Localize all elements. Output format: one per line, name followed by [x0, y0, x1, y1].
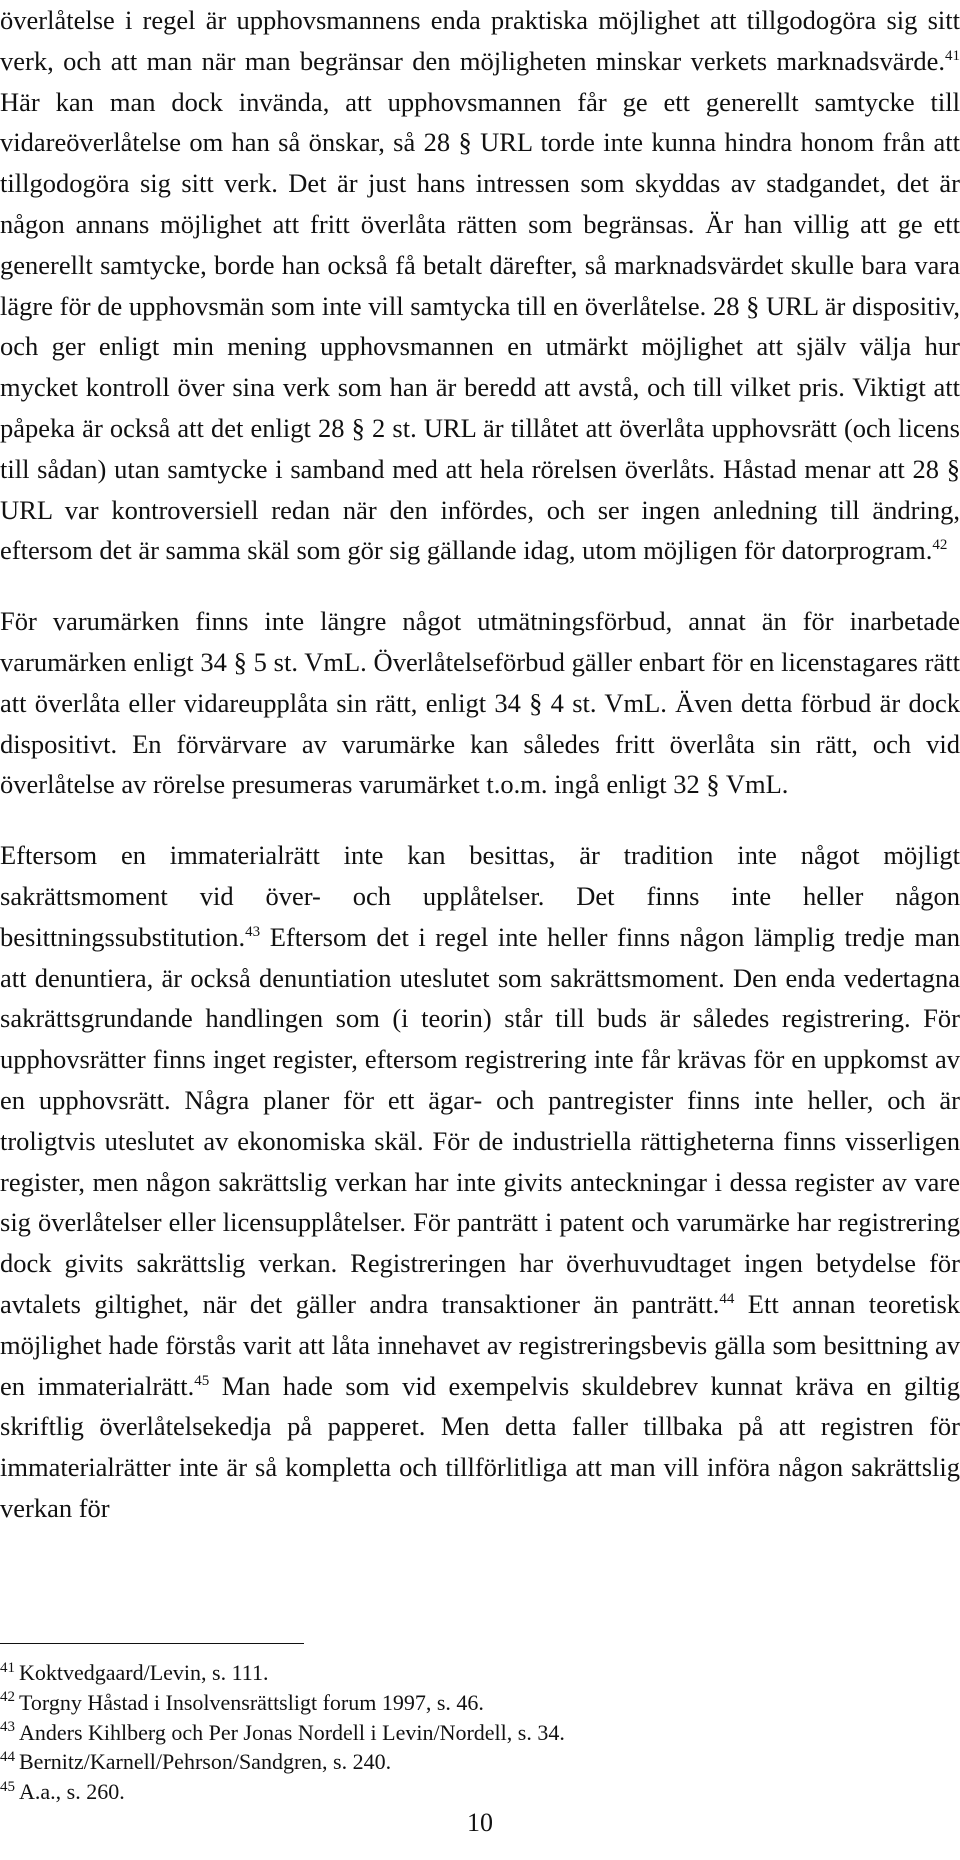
footnote-41: [0, 1658, 960, 1688]
footnote-number: 45: [0, 1778, 15, 1795]
footnote-text: A.a., s. 260.: [19, 1779, 125, 1805]
paragraph-3: [0, 835, 960, 1529]
footnote-44: [0, 1747, 960, 1777]
text-run: överlåtelse i regel är upphovsmannens enda praktiska möjlighet att tillgodogöra sig sitt verk, och att man när man begränsar den möjligheten minskar verkets marknadsvärde.: [0, 5, 960, 76]
text-run: Eftersom en immaterialrätt inte kan besittas, är tradition inte något möjligt sakrättsmoment vid över- och upplåtelser. Det finns inte heller någon besittningssubstitution.: [0, 840, 960, 952]
footnote-number: 41: [0, 1659, 15, 1676]
footnote-number: 44: [0, 1749, 15, 1766]
footnote-42: [0, 1688, 960, 1718]
footnote-reference: 41: [945, 47, 960, 64]
paragraph-1: [0, 0, 960, 571]
footnote-45: [0, 1777, 960, 1807]
footnote-text: Torgny Håstad i Insolvensrättsligt forum 1997, s. 46.: [19, 1689, 484, 1715]
text-run: Man hade som vid exempelvis skuldebrev kunnat kräva en giltig skriftlig överlåtelsekedja på papperet. Men detta faller tillbaka på att registren för immaterialrätter inte är så kompletta och tillförlitliga att man vill införa någon sakrättslig verkan för: [0, 1370, 960, 1523]
text-run: Ett annan teoretisk möjlighet hade förstås varit att låta innehavet av registreringsbevis gälla som besittning av en immaterialrätt.: [0, 1288, 960, 1401]
footnote-reference: 44: [719, 1291, 735, 1308]
footnote-number: 42: [0, 1689, 15, 1706]
text-run: För varumärken finns inte längre något utmätningsförbud, annat än för inarbetade varumärken enligt 34 § 5 st. VmL. Överlåtelseförbud gäller enbart för en licenstagares rätt att överlåta eller vidareupplåta sin rätt, enligt 34 § 4 st. VmL. Även detta förbud är dock dispositivt. En förvärvare av varumärke kan således fritt överlåta sin rätt, och vid överlåtelse av rörelse presumeras varumärket t.o.m. ingå enligt 32 § VmL.: [0, 606, 960, 800]
footnote-reference: 42: [932, 537, 948, 554]
paragraph-2: [0, 601, 960, 805]
footnote-number: 43: [0, 1719, 15, 1736]
text-run: Här kan man dock invända, att upphovsmannen får ge ett generellt samtycke till vidareöverlåtelse om han så önskar, så 28 § URL torde inte kunna hindra honom från att tillgodogöra sig sitt verk. Det är just hans intressen som skyddas av stadgandet, det är någon annans möjlighet att fritt överlåta rätten som begränsas. Är han villig att ge ett generellt samtycke, borde han också få betalt därefter, så marknadsvärdet skulle bara vara lägre för de upphovsmän som inte vill samtycka till en överlåtelse. 28 § URL är dispositiv, och ger enligt min mening upphovsmannen en utmärkt möjlighet att själv välja hur mycket kontroll över sina verk som han är beredd att avstå, och till vilket pris. Viktigt att påpeka är också att det enligt 28 § 2 st. URL är tillåtet att överlåta upphovsrätt (och licens till sådan) utan samtycke i samband med att hela rörelsen överlåts. Håstad menar att 28 § URL var kontroversiell redan när den infördes, och ser ingen anledning till ändring, eftersom det är samma skäl som gör sig gällande idag, utom möjligen för datorprogram.: [0, 86, 960, 566]
footnote-text: Bernitz/Karnell/Pehrson/Sandgren, s. 240.: [19, 1749, 392, 1775]
footnote-43: [0, 1718, 960, 1748]
footnote-text: Koktvedgaard/Levin, s. 111.: [19, 1660, 269, 1685]
page-number: 10: [467, 1808, 493, 1837]
footnotes: [0, 1658, 960, 1807]
footnote-separator: [0, 1643, 304, 1644]
footnote-reference: 45: [194, 1372, 210, 1389]
footnote-text: Anders Kihlberg och Per Jonas Nordell i Levin/Nordell, s. 34.: [19, 1719, 565, 1745]
text-run: Eftersom det i regel inte heller finns någon lämplig tredje man att denuntiera, är också denuntiation uteslutet som sakrättsmoment. Den enda vedertagna sakrättsgrundande handlingen som (i teorin) står till buds är således registrering. För upphovsrätter finns inget register, eftersom registrering inte får krävas för en uppkomst av en upphovsrätt. Några planer för ett ägar- och pantregister finns inte heller, och är troligtvis uteslutet av ekonomiska skäl. För de industriella rättigheterna finns visserligen register, men någon sakrättslig verkan har inte givits anteckningar i dessa register av vare sig överlåtelser eller licensupplåtelser. För panträtt i patent och varumärke har registrering dock givits sakrättslig verkan. Registreringen har överhuvudtaget ingen betydelse för avtalets giltighet, när det gäller andra transaktioner än panträtt.: [0, 921, 960, 1319]
footnote-reference: 43: [245, 923, 261, 940]
